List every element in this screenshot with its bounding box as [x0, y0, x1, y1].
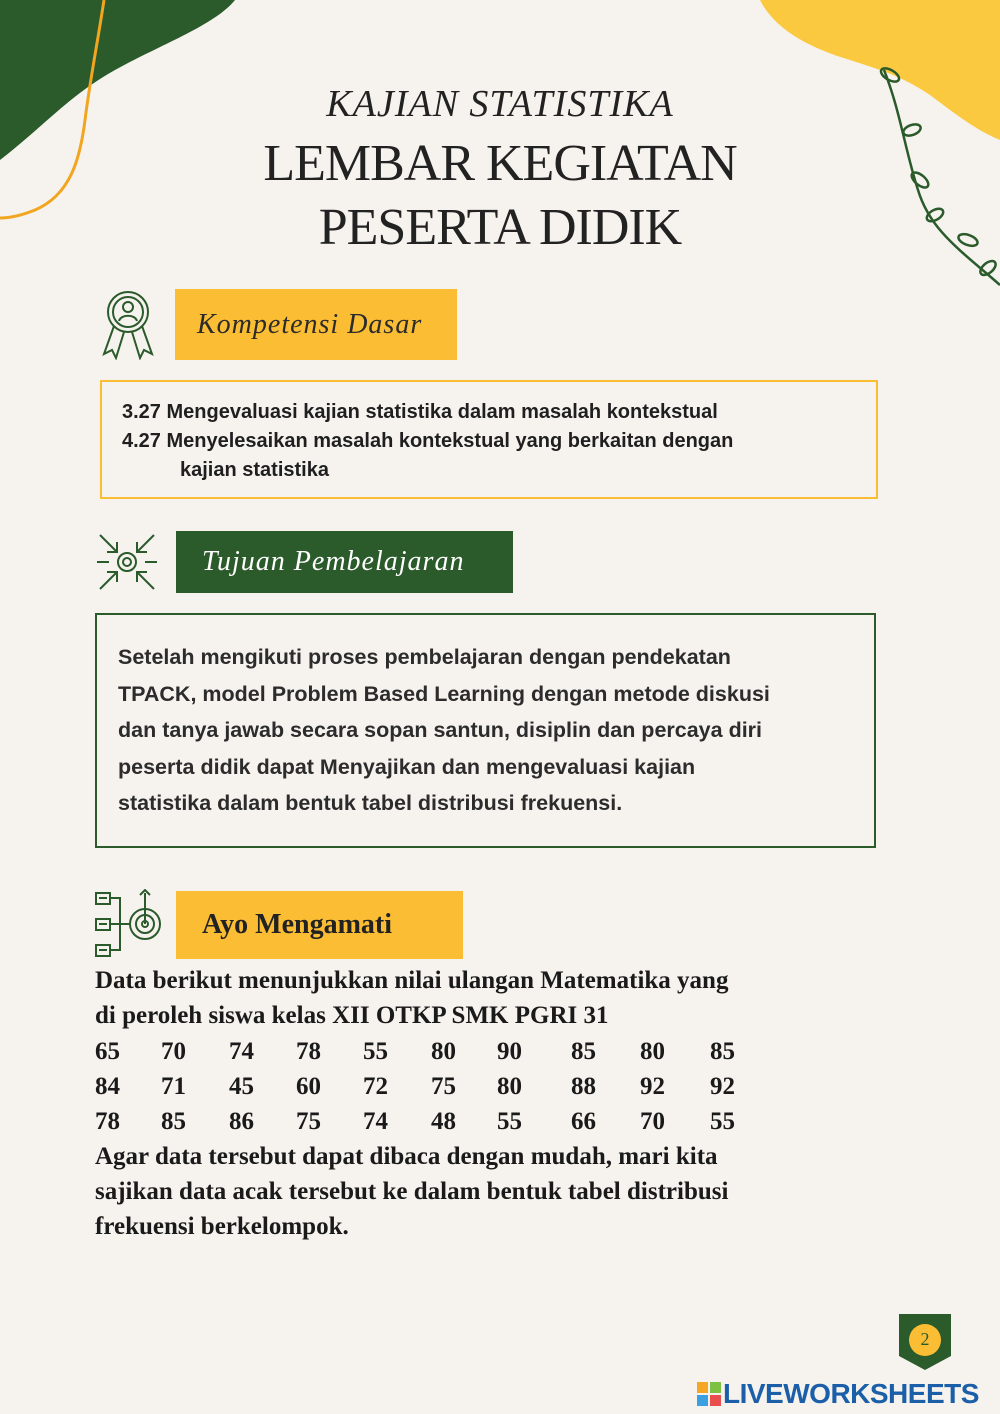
page-title-line-1: LEMBAR KEGIATAN: [263, 135, 737, 192]
page-number: 2: [920, 1329, 930, 1349]
data-row: [95, 1104, 795, 1139]
outro-line-2: sajikan data acak tersebut ke dalam bentuk tabel distribusi: [95, 1178, 729, 1206]
award-ribbon-icon: [98, 288, 158, 360]
tujuan-pembelajaran-label: Tujuan Pembelajaran: [202, 546, 465, 577]
data-value: 85: [710, 1038, 735, 1065]
data-value: 88: [571, 1073, 596, 1100]
kompetensi-dasar-box: [100, 380, 878, 499]
data-value: 55: [710, 1108, 735, 1135]
data-value: 70: [640, 1108, 665, 1135]
tp-line-3: dan tanya jawab secara sopan santun, disiplin dan percaya diri: [118, 718, 763, 742]
liveworksheets-brand: [697, 1378, 979, 1410]
tp-line-2: TPACK, model Problem Based Learning dengan metode diskusi: [118, 681, 770, 706]
data-value: 78: [95, 1108, 120, 1135]
focus-arrows-icon: [95, 530, 159, 594]
data-value: 78: [296, 1038, 321, 1065]
data-value: 86: [229, 1108, 254, 1135]
kompetensi-dasar-label: Kompetensi Dasar: [197, 308, 423, 340]
data-value: 55: [497, 1108, 522, 1135]
kompetensi-dasar-tag: [175, 289, 457, 360]
data-value: 80: [640, 1038, 665, 1065]
data-value: 60: [296, 1073, 321, 1100]
intro-line-1: Data berikut menunjukkan nilai ulangan Matematika yang: [95, 967, 729, 994]
liveworksheets-logo-icon: [697, 1382, 721, 1406]
intro-line-2: di peroleh siswa kelas XII OTKP SMK PGRI 31: [95, 1002, 609, 1030]
data-value: 75: [296, 1108, 321, 1135]
data-value: 90: [497, 1038, 522, 1065]
tujuan-pembelajaran-box: [95, 613, 876, 848]
data-value: 80: [497, 1073, 522, 1100]
data-value: 65: [95, 1038, 120, 1065]
data-value: 48: [431, 1108, 456, 1135]
page-title-line-2: PESERTA DIDIK: [318, 199, 682, 256]
data-value: 80: [431, 1038, 456, 1065]
tp-line-4: peserta didik dapat Menyajikan dan mengevaluasi kajian: [118, 754, 696, 779]
page-title: [0, 132, 1000, 260]
outro-line-3: frekuensi berkelompok.: [95, 1213, 349, 1241]
kd-line-3: kajian statistika: [180, 459, 329, 481]
data-value: 55: [363, 1038, 388, 1065]
ayo-mengamati-outro: [95, 1139, 895, 1245]
data-value: 45: [229, 1073, 254, 1100]
page-subtitle: KAJIAN STATISTIKA: [326, 83, 674, 125]
tujuan-pembelajaran-tag: [176, 531, 513, 593]
data-value: 84: [95, 1073, 120, 1100]
tp-line-1: Setelah mengikuti proses pembelajaran dengan pendekatan: [118, 645, 731, 669]
data-value: 92: [710, 1073, 735, 1100]
data-value: 66: [571, 1108, 596, 1135]
data-row: [95, 1069, 795, 1104]
ayo-mengamati-tag: [176, 891, 463, 959]
kd-line-2: 4.27 Menyelesaikan masalah kontekstual yang berkaitan dengan: [122, 430, 734, 452]
data-value: 85: [571, 1038, 596, 1065]
outro-line-1: Agar data tersebut dapat dibaca dengan mudah, mari kita: [95, 1143, 718, 1170]
data-value: 71: [161, 1073, 186, 1100]
data-row: [95, 1034, 795, 1069]
kd-line-1: 3.27 Mengevaluasi kajian statistika dalam masalah kontekstual: [122, 401, 718, 423]
data-value: 74: [229, 1038, 254, 1065]
data-value: 92: [640, 1073, 665, 1100]
ayo-mengamati-label: Ayo Mengamati: [202, 909, 392, 940]
data-value: 70: [161, 1038, 186, 1065]
target-flowchart-icon: [94, 889, 164, 959]
data-value: 72: [363, 1073, 388, 1100]
data-value: 75: [431, 1073, 456, 1100]
data-value: 74: [363, 1108, 388, 1135]
tp-line-5: statistika dalam bentuk tabel distribusi frekuensi.: [118, 791, 623, 815]
ayo-mengamati-intro: [95, 963, 895, 1033]
liveworksheets-text: LIVEWORKSHEETS: [723, 1378, 979, 1409]
data-value: 85: [161, 1108, 186, 1135]
